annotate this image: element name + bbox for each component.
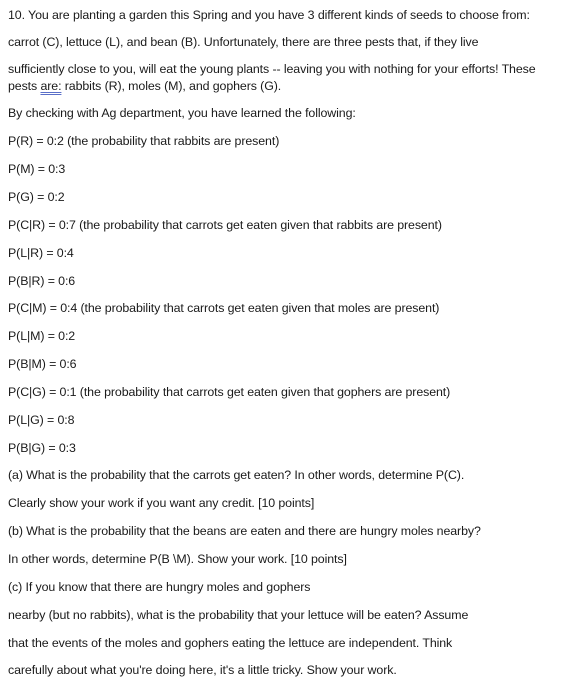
prob-bean-given-gophers: P(B|G) = 0:3 <box>8 441 76 455</box>
problem-intro-line-2: carrot (C), lettuce (L), and bean (B). Unfortunately, there are three pests that, if they live <box>8 35 479 49</box>
pests-list: rabbits (R), moles (M), and gophers (G). <box>61 79 282 93</box>
prob-lettuce-given-gophers: P(L|G) = 0:8 <box>8 413 75 427</box>
problem-intro-line-1: 10. You are planting a garden this Spring and you have 3 different kinds of seeds to choose from: <box>8 8 530 22</box>
question-c-line-2: nearby (but no rabbits), what is the probability that your lettuce will be eaten? Assume <box>8 608 469 622</box>
ag-department-line: By checking with Ag department, you have learned the following: <box>8 106 356 120</box>
prob-carrot-given-gophers: P(C|G) = 0:1 (the probability that carrots get eaten given that gophers are present) <box>8 385 451 399</box>
prob-lettuce-given-rabbits: P(L|R) = 0:4 <box>8 246 74 260</box>
question-c-line-1: (c) If you know that there are hungry moles and gophers <box>8 580 311 594</box>
problem-intro-line-4 <box>8 78 281 94</box>
prob-bean-given-moles: P(B|M) = 0:6 <box>8 357 77 371</box>
question-c-line-3: that the events of the moles and gophers eating the lettuce are independent. Think <box>8 636 453 650</box>
pests-word: pests <box>8 79 41 93</box>
prob-rabbits: P(R) = 0:2 (the probability that rabbits are present) <box>8 134 280 148</box>
prob-lettuce-given-moles: P(L|M) = 0:2 <box>8 329 76 343</box>
question-a-line-2: Clearly show your work if you want any credit. [10 points] <box>8 496 315 510</box>
problem-intro-line-3: sufficiently close to you, will eat the young plants -- leaving you with nothing for your efforts! These <box>8 62 536 76</box>
prob-bean-given-rabbits: P(B|R) = 0:6 <box>8 274 76 288</box>
question-b-line-1: (b) What is the probability that the beans are eaten and there are hungry moles nearby? <box>8 524 481 538</box>
prob-carrot-given-moles: P(C|M) = 0:4 (the probability that carrots get eaten given that moles are present) <box>8 301 440 315</box>
question-b-line-2: In other words, determine P(B \M). Show your work. [10 points] <box>8 552 347 566</box>
prob-moles: P(M) = 0:3 <box>8 162 66 176</box>
prob-gophers: P(G) = 0:2 <box>8 190 65 204</box>
prob-carrot-given-rabbits: P(C|R) = 0:7 (the probability that carrots get eaten given that rabbits are present) <box>8 218 442 232</box>
question-c-line-4: carefully about what you're doing here, it's a little tricky. Show your work. <box>8 663 397 677</box>
question-a-line-1: (a) What is the probability that the carrots get eaten? In other words, determine P(C). <box>8 468 465 482</box>
grammar-flagged-word: are: <box>40 79 62 93</box>
